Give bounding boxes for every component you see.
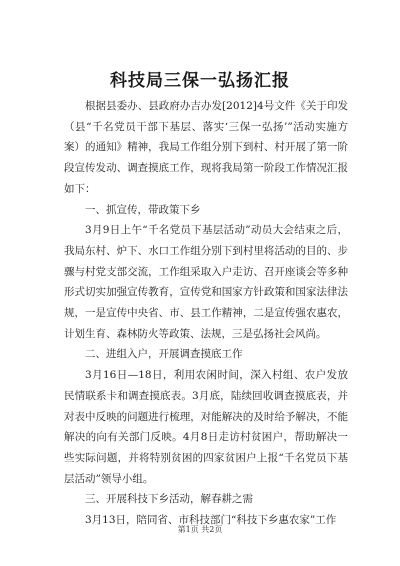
page-title: 科技局三保一弘扬汇报 (110, 71, 290, 91)
paragraph-section-1: 3月9日上午“千名党员下基层活动”动员大会结束之后，我局东村、炉下、水口工作组分别下到村里将活动的目的、步骤与村党支部交流，工作组采取入户走访、召开座谈会等多种形式切实加强宣传教育，宣传党和国家方针政策和国家法律法规，一是宣传中央省、市、县工作精神，二是宣传强农惠农，计划生育、森林防火等政策、法规，三是弘扬社会风尚。 (64, 224, 348, 340)
section-heading-1: 一、抓宣传，带政策下乡 (85, 203, 201, 216)
page-number-footer: 第1页 共2页 (177, 525, 223, 534)
paragraph-section-2: 3月16日—18日，利用农闲时间，深入村组、农户发放民情联系卡和调查摸底表。3月底，陆续回收调查摸底表，并对表中反映的问题进行梳理，对能解决的及时给予解决，不能解决的向有关部门反映。4月8日走访村贫困户，帮助解决一些实际问题，并将特别贫困的四家贫困户上报“千名党员下基层活动”领导小组。 (64, 369, 348, 485)
section-heading-3: 三、开展科技下乡活动，解春耕之需 (85, 493, 253, 506)
paragraph-intro: 根据县委办、县政府办吉办发[2012]4号文件《关于印发（县“千名党员干部下基层、落实‘三保一弘扬’”活动实施方案）的通知》精神，我局工作组分别下到村、村开展了第一阶段宣传发动、调查摸底工作，现将我局第一阶段工作情况汇报如下： (64, 100, 348, 195)
section-heading-2: 二、进组入户，开展调查摸底工作 (85, 348, 243, 361)
paragraph-section-3: 3月13日，陪同省、市科技部门“科技下乡惠农家”工作 (85, 514, 337, 527)
document-body (64, 96, 348, 531)
